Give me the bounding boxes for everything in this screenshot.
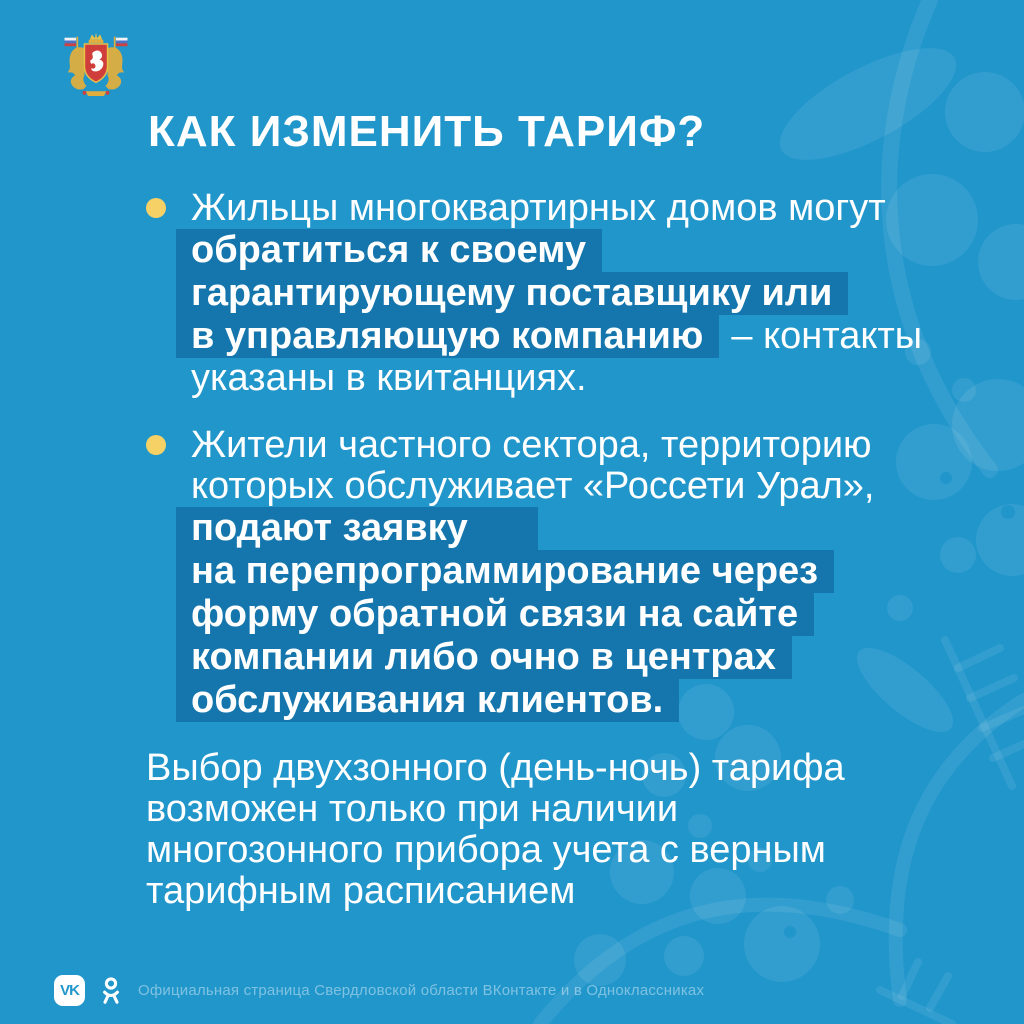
- highlight-text: на перепрограммирование через: [176, 550, 834, 593]
- highlight-text: гарантирующему поставщику или: [176, 272, 848, 315]
- poster-content: [146, 106, 966, 912]
- text-line: [191, 507, 966, 550]
- text-line: многозонного прибора учета с верным: [146, 829, 826, 871]
- footer-caption: Официальная страница Свердловской области ВКонтакте и в Одноклассниках: [138, 982, 705, 999]
- text-line: [191, 229, 966, 272]
- bullet-item-apartments: [146, 188, 966, 399]
- text-line: [191, 636, 966, 679]
- text-line: указаны в квитанциях.: [191, 357, 587, 399]
- note-paragraph: [146, 748, 966, 912]
- highlight-text: компании либо очно в центрах: [176, 636, 792, 679]
- text-line: [191, 272, 966, 315]
- vk-icon-letters: VK: [60, 982, 79, 999]
- highlight-text: подают заявку: [176, 507, 538, 550]
- text-line: Жители частного сектора, территорию: [191, 424, 872, 466]
- text-suffix: – контакты: [731, 315, 923, 357]
- left-flag: [65, 38, 77, 47]
- sverdlovsk-coat-of-arms: [54, 30, 138, 100]
- highlight-text: форму обратной связи на сайте: [176, 593, 814, 636]
- text-line: [191, 550, 966, 593]
- text-line: возможен только при наличии: [146, 788, 679, 830]
- text-line: [191, 315, 966, 358]
- text-line: Выбор двухзонного (день-ночь) тарифа: [146, 747, 845, 789]
- highlight-text: в управляющую компанию: [176, 315, 719, 358]
- text-line: [191, 679, 966, 722]
- right-flag: [116, 38, 128, 47]
- ok-icon: [96, 975, 126, 1006]
- highlight-text: обратиться к своему: [176, 229, 602, 272]
- text-line: которых обслуживает «Россети Урал»,: [191, 465, 875, 507]
- text-line: Жильцы многоквартирных домов могут: [191, 187, 886, 229]
- highlight-text: обслуживания клиентов.: [176, 679, 679, 722]
- bullet-item-private-sector: [146, 425, 966, 722]
- footer: [54, 975, 704, 1006]
- text-line: тарифным расписанием: [146, 870, 576, 912]
- vk-icon: [54, 975, 85, 1006]
- page-title: КАК ИЗМЕНИТЬ ТАРИФ?: [148, 107, 706, 156]
- bullet-dot-icon: [146, 198, 166, 218]
- bullet-dot-icon: [146, 435, 166, 455]
- text-line: [191, 593, 966, 636]
